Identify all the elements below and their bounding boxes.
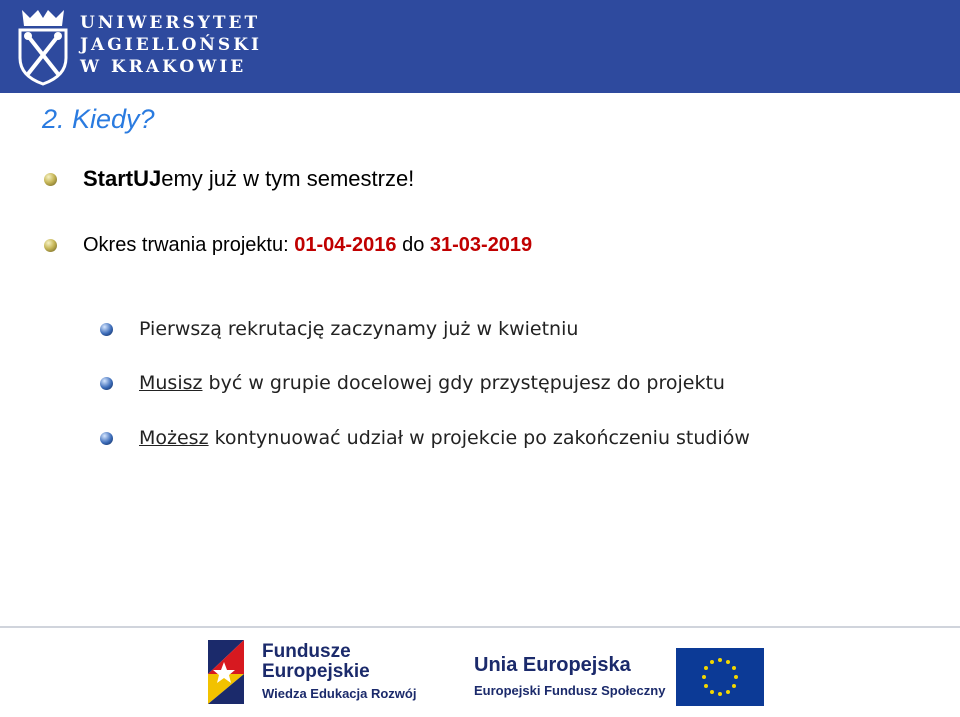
university-logo-text: UNIWERSYTET JAGIELLOŃSKI W KRAKOWIE bbox=[80, 13, 262, 77]
sub-bullet-continue: Możesz kontynuować udział w projekcie po zakończeniu studiów bbox=[139, 427, 750, 449]
sub-bullet-target-group: Musisz być w grupie docelowej gdy przystępujesz do projektu bbox=[139, 372, 725, 394]
bullet-project-period: Okres trwania projektu: 01-04-2016 do 31-03-2019 bbox=[83, 234, 533, 256]
footer-divider bbox=[0, 626, 960, 628]
european-funds-text: Fundusze Europejskie Wiedza Edukacja Rozwój bbox=[262, 641, 417, 701]
sub-bullet-recruitment: Pierwszą rekrutację zaczynamy już w kwietniu bbox=[139, 318, 579, 340]
sub-bullet-icon bbox=[100, 377, 113, 390]
eu-text: Unia Europejska Europejski Fundusz Społeczny bbox=[474, 654, 666, 698]
bullet-icon bbox=[44, 173, 57, 186]
university-crest-icon bbox=[12, 6, 74, 86]
header-bar bbox=[0, 0, 960, 93]
slide-title: 2. Kiedy? bbox=[42, 104, 155, 134]
bullet-start-semester: StartUJemy już w tym semestrze! bbox=[83, 166, 415, 191]
sub-bullet-icon bbox=[100, 323, 113, 336]
european-funds-logo-icon bbox=[202, 634, 260, 708]
bullet-icon bbox=[44, 239, 57, 252]
eu-flag-icon bbox=[676, 648, 764, 706]
sub-bullet-icon bbox=[100, 432, 113, 445]
